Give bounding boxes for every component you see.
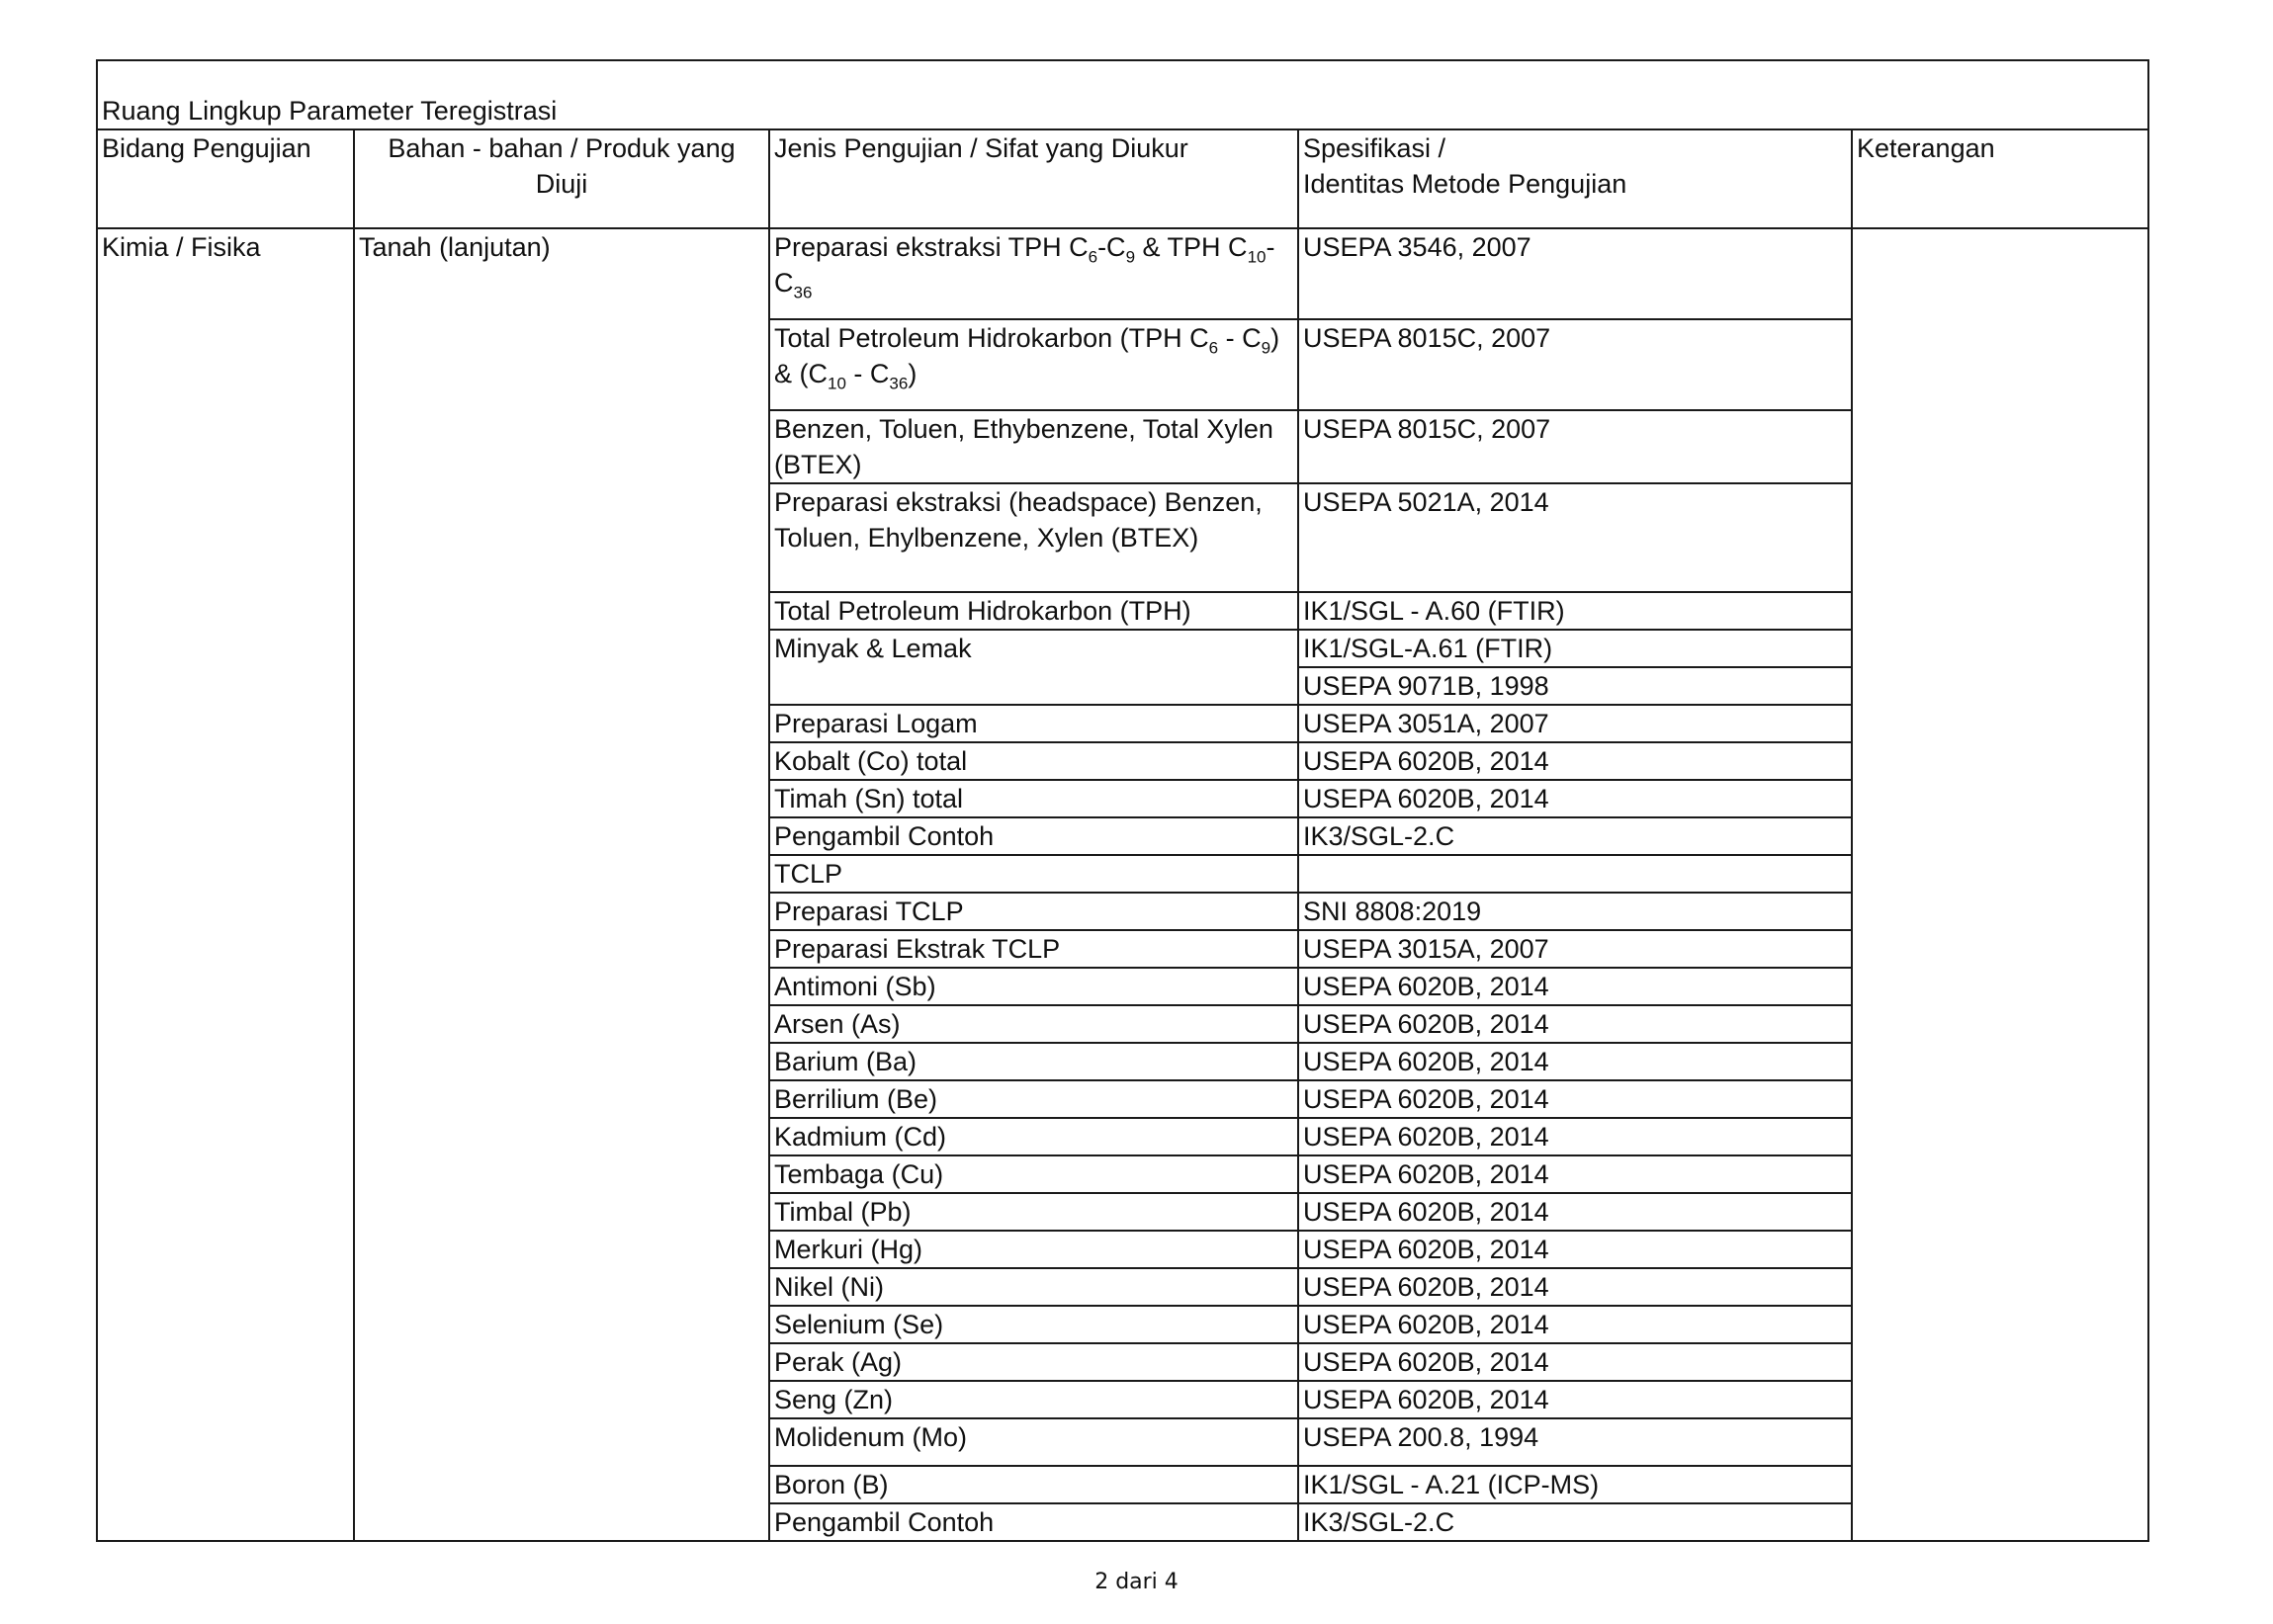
cell-jenis: Nikel (Ni) <box>769 1268 1298 1306</box>
cell-metode: IK3/SGL-2.C <box>1298 1503 1852 1541</box>
header-keterangan: Keterangan <box>1852 129 2148 228</box>
cell-metode: USEPA 8015C, 2007 <box>1298 410 1852 483</box>
table-title: Ruang Lingkup Parameter Teregistrasi <box>97 60 2148 129</box>
cell-metode: USEPA 6020B, 2014 <box>1298 1155 1852 1193</box>
cell-jenis: Total Petroleum Hidrokarbon (TPH) <box>769 592 1298 630</box>
scope-table <box>96 59 2149 1542</box>
cell-metode: USEPA 8015C, 2007 <box>1298 319 1852 410</box>
header-spesifikasi <box>1298 129 1852 228</box>
cell-metode: USEPA 6020B, 2014 <box>1298 1005 1852 1043</box>
cell-jenis: Molidenum (Mo) <box>769 1418 1298 1466</box>
cell-metode: IK3/SGL-2.C <box>1298 817 1852 855</box>
cell-metode: USEPA 6020B, 2014 <box>1298 742 1852 780</box>
cell-metode: USEPA 3015A, 2007 <box>1298 930 1852 968</box>
cell-metode: IK1/SGL - A.60 (FTIR) <box>1298 592 1852 630</box>
cell-metode <box>1298 855 1852 893</box>
cell-jenis: Pengambil Contoh <box>769 817 1298 855</box>
cell-metode: USEPA 3051A, 2007 <box>1298 705 1852 742</box>
cell-jenis: Timah (Sn) total <box>769 780 1298 817</box>
cell-metode: USEPA 6020B, 2014 <box>1298 1231 1852 1268</box>
cell-metode: USEPA 6020B, 2014 <box>1298 1118 1852 1155</box>
cell-metode: USEPA 6020B, 2014 <box>1298 780 1852 817</box>
cell-jenis: Kadmium (Cd) <box>769 1118 1298 1155</box>
cell-jenis: Preparasi TCLP <box>769 893 1298 930</box>
cell-metode: USEPA 6020B, 2014 <box>1298 968 1852 1005</box>
cell-jenis: Pengambil Contoh <box>769 1503 1298 1541</box>
cell-jenis: Perak (Ag) <box>769 1343 1298 1381</box>
cell-jenis: Kobalt (Co) total <box>769 742 1298 780</box>
cell-jenis: Antimoni (Sb) <box>769 968 1298 1005</box>
cell-jenis: Seng (Zn) <box>769 1381 1298 1418</box>
cell-metode: USEPA 200.8, 1994 <box>1298 1418 1852 1466</box>
table-row <box>97 228 2148 319</box>
cell-jenis: Merkuri (Hg) <box>769 1231 1298 1268</box>
cell-metode: USEPA 6020B, 2014 <box>1298 1268 1852 1306</box>
cell-jenis: Benzen, Toluen, Ethybenzene, Total Xylen (BTEX) <box>769 410 1298 483</box>
cell-jenis: Berrilium (Be) <box>769 1080 1298 1118</box>
cell-metode: IK1/SGL - A.21 (ICP-MS) <box>1298 1466 1852 1503</box>
cell-bahan: Tanah (lanjutan) <box>354 228 769 1541</box>
cell-jenis: Barium (Ba) <box>769 1043 1298 1080</box>
cell-metode: USEPA 6020B, 2014 <box>1298 1381 1852 1418</box>
cell-jenis: Minyak & Lemak <box>769 630 1298 705</box>
cell-metode: USEPA 6020B, 2014 <box>1298 1193 1852 1231</box>
page-number: 2 dari 4 <box>1094 1570 1179 1594</box>
cell-metode: USEPA 3546, 2007 <box>1298 228 1852 319</box>
cell-metode: USEPA 6020B, 2014 <box>1298 1043 1852 1080</box>
cell-jenis: Preparasi ekstraksi (headspace) Benzen, Toluen, Ehylbenzene, Xylen (BTEX) <box>769 483 1298 592</box>
header-spesifikasi-line2: Identitas Metode Pengujian <box>1303 169 1627 199</box>
cell-jenis: Preparasi ekstraksi TPH $C_6-C_9$ & TPH $C_{10}-C_{36}$ <box>769 228 1298 319</box>
cell-jenis: Total Petroleum Hidrokarbon (TPH $C_6 - C_9$) & $(C_{10} - C_{36})$ <box>769 319 1298 410</box>
cell-metode: USEPA 5021A, 2014 <box>1298 483 1852 592</box>
cell-metode: USEPA 9071B, 1998 <box>1298 667 1852 705</box>
cell-jenis: Preparasi Logam <box>769 705 1298 742</box>
cell-metode: USEPA 6020B, 2014 <box>1298 1080 1852 1118</box>
cell-metode: USEPA 6020B, 2014 <box>1298 1306 1852 1343</box>
cell-metode: IK1/SGL-A.61 (FTIR) <box>1298 630 1852 667</box>
cell-keterangan <box>1852 228 2148 1541</box>
cell-jenis: Boron (B) <box>769 1466 1298 1503</box>
header-bidang: Bidang Pengujian <box>97 129 354 228</box>
header-jenis: Jenis Pengujian / Sifat yang Diukur <box>769 129 1298 228</box>
cell-jenis: Timbal (Pb) <box>769 1193 1298 1231</box>
cell-jenis: TCLP <box>769 855 1298 893</box>
cell-bidang: Kimia / Fisika <box>97 228 354 1541</box>
cell-metode: USEPA 6020B, 2014 <box>1298 1343 1852 1381</box>
cell-jenis: Tembaga (Cu) <box>769 1155 1298 1193</box>
cell-metode: SNI 8808:2019 <box>1298 893 1852 930</box>
cell-jenis: Arsen (As) <box>769 1005 1298 1043</box>
header-spesifikasi-line1: Spesifikasi / <box>1303 133 1446 163</box>
document-page <box>96 59 2147 1542</box>
cell-jenis: Preparasi Ekstrak TCLP <box>769 930 1298 968</box>
cell-jenis: Selenium (Se) <box>769 1306 1298 1343</box>
header-bahan: Bahan - bahan / Produk yang Diuji <box>354 129 769 228</box>
